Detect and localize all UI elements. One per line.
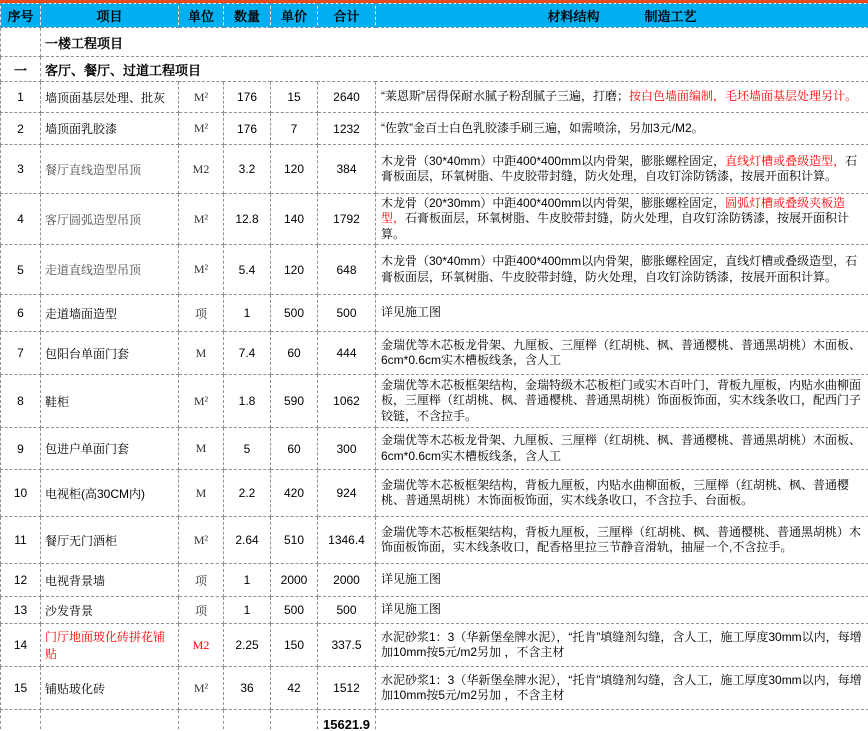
cell-no[interactable]: [1, 667, 41, 710]
item-name: 墙顶面基层处理、批灰: [45, 90, 166, 105]
cell-unit-price[interactable]: [271, 597, 318, 624]
cell-quantity[interactable]: [224, 375, 271, 428]
unit-price-value: 500: [283, 603, 305, 618]
cell-unit[interactable]: [179, 245, 224, 295]
row-number: 13: [13, 603, 28, 618]
description-text: 金瑞优等木芯板龙骨架、九厘板、三厘榉（红胡桃、枫、普通樱桃、普通黑胡桃）木面板、6cm*0.6cm实木槽板线条，含人工: [381, 433, 862, 463]
quantity-value: 5: [243, 441, 251, 456]
description-text-cont: 石膏板面层，环氧树脂、牛皮胶带封缝，防火处理，自攻钉涂防锈漆，按展开面积计算。: [381, 153, 858, 183]
cell-description[interactable]: [376, 194, 868, 245]
cell-description[interactable]: [376, 624, 868, 667]
total-value: 2000: [333, 573, 360, 588]
item-name: 沙发背景: [45, 603, 94, 618]
unit-price-value: 15: [287, 90, 301, 104]
row-number: 1: [17, 90, 24, 104]
unit-price-value: 420: [283, 486, 305, 501]
item-name: 鞋柜: [45, 394, 70, 409]
cell-unit-price[interactable]: [271, 145, 318, 194]
cell-unit[interactable]: [179, 295, 224, 332]
quantity-value: 1: [243, 306, 251, 321]
cell-description[interactable]: [376, 597, 868, 624]
section-number: 一: [13, 62, 27, 78]
cell-unit[interactable]: [179, 194, 224, 245]
section-row: [1, 28, 868, 57]
unit-price-value: 120: [283, 162, 305, 176]
cell-unit[interactable]: [179, 82, 224, 113]
cell-total[interactable]: [318, 517, 376, 564]
cell-unit[interactable]: [179, 667, 224, 710]
cell-unit[interactable]: [179, 113, 224, 145]
quantity-value: 2.2: [238, 486, 256, 501]
table-row: [1, 82, 868, 113]
table-row: [1, 428, 868, 470]
col-header-qty[interactable]: 数量: [224, 4, 271, 28]
item-name: 门厅地面玻化砖拼花铺贴: [45, 630, 166, 662]
table-row: [1, 145, 868, 194]
cell-description[interactable]: [376, 470, 868, 517]
total-value: 924: [336, 486, 357, 501]
item-name: 走道墙面造型: [45, 306, 118, 321]
unit-value: M²: [193, 211, 209, 226]
unit-value: 项: [194, 573, 207, 588]
description-text: 水泥砂浆1：3（华新堡垒牌水泥），“托肯”填缝剂勾缝，含人工，施工厚度30mm以内，每增加10mm按5元/m2另加 ，不含主材: [381, 672, 862, 703]
total-value: 444: [336, 346, 357, 361]
cell-no[interactable]: [1, 113, 41, 145]
process-label: 制造工艺: [644, 9, 697, 24]
cell-description[interactable]: [376, 295, 868, 332]
total-value: 1346.4: [328, 533, 365, 548]
cell-item-name[interactable]: [41, 145, 179, 194]
cell-unit-price[interactable]: [271, 194, 318, 245]
row-number: 3: [17, 162, 24, 176]
description-text: 金瑞优等木芯板龙骨架、九厘板、三厘榉（红胡桃、枫、普通樱桃、普通黑胡桃）木面板、6cm*0.6cm实木槽板线条，含人工: [381, 337, 862, 368]
cell-total[interactable]: [318, 245, 376, 295]
cell-item-name[interactable]: [41, 375, 179, 428]
cell-quantity[interactable]: [224, 624, 271, 667]
cell-no[interactable]: [1, 428, 41, 470]
row-number: 7: [17, 346, 24, 361]
description-text: 金瑞优等木芯板框架结构，背板九厘板，三厘榉（红胡桃、枫、普通樱桃、普通黑胡桃）木饰面板饰面，实木线条收口，配香格里拉三节静音滑轨，抽屉一个,不含拉手。: [381, 524, 862, 555]
cell-unit[interactable]: [179, 597, 224, 624]
col-header-no[interactable]: 序号: [1, 4, 41, 28]
quantity-value: 7.4: [238, 346, 256, 361]
cell-section-no[interactable]: [1, 28, 41, 57]
cell-total[interactable]: [318, 332, 376, 375]
cell-unit-price[interactable]: [271, 375, 318, 428]
total-value: 337.5: [331, 638, 362, 653]
cell-description[interactable]: [376, 375, 868, 428]
cell-total[interactable]: [318, 564, 376, 597]
cell-unit-price[interactable]: [271, 564, 318, 597]
cell-description[interactable]: [376, 113, 868, 145]
cell-item-name[interactable]: [41, 667, 179, 710]
cell-no[interactable]: [1, 145, 41, 194]
row-number: 11: [14, 533, 27, 548]
col-header-material-process[interactable]: [376, 4, 868, 28]
table-row: [1, 624, 868, 667]
description-text-cont: 石膏板面层，环氧树脂、牛皮胶带封缝，防火处理，自攻钉涂防锈漆，按展开面积计算。: [381, 211, 850, 241]
cell-total[interactable]: [318, 295, 376, 332]
quantity-value: 3.2: [238, 162, 256, 176]
col-header-item[interactable]: 项目: [41, 4, 179, 28]
quantity-value: 2.25: [235, 638, 259, 653]
cell-unit[interactable]: [179, 332, 224, 375]
description-text: 详见施工图: [381, 572, 442, 587]
row-number: 14: [13, 638, 28, 653]
cell-item-name[interactable]: [41, 194, 179, 245]
quantity-value: 176: [236, 90, 258, 104]
item-name: 包进户单面门套: [45, 442, 130, 457]
row-number: 6: [17, 306, 24, 321]
cell-total[interactable]: [318, 113, 376, 145]
row-number: 2: [17, 121, 24, 136]
description-highlight: 直线灯槽或叠级造型，: [725, 153, 846, 168]
total-value: 648: [336, 262, 357, 277]
unit-value: M: [195, 441, 207, 456]
item-name: 走道直线造型吊顶: [45, 263, 142, 278]
cell-unit-price[interactable]: [271, 245, 318, 295]
col-header-total[interactable]: 合计: [318, 4, 376, 28]
cell-quantity[interactable]: [224, 517, 271, 564]
item-name: 包阳台单面门套: [45, 346, 130, 361]
cell-unit-price[interactable]: [271, 710, 318, 731]
col-header-unit[interactable]: 单位: [179, 4, 224, 28]
cell-unit-price[interactable]: [271, 332, 318, 375]
cell-description[interactable]: [376, 564, 868, 597]
cell-total[interactable]: [318, 624, 376, 667]
quantity-value: 12.8: [235, 212, 259, 227]
cell-item-name[interactable]: [41, 295, 179, 332]
table-row: [1, 517, 868, 564]
cell-total[interactable]: [318, 194, 376, 245]
cell-section-title[interactable]: [41, 57, 868, 82]
cell-no[interactable]: [1, 564, 41, 597]
cell-total[interactable]: [318, 597, 376, 624]
quantity-value: 176: [236, 121, 258, 136]
cell-grand-total[interactable]: 15621.9: [318, 710, 376, 731]
description-highlight: 按白色墙面编制，毛坯墙面基层处理另计。: [629, 89, 858, 104]
cell-unit[interactable]: [179, 564, 224, 597]
cell-no[interactable]: [1, 194, 41, 245]
cell-no[interactable]: [1, 624, 41, 667]
cell-description[interactable]: [376, 245, 868, 295]
description-text: 木龙骨（30*40mm）中距400*400mm以内骨架，膨胀螺栓固定，: [381, 153, 726, 168]
cell-description[interactable]: [376, 428, 868, 470]
cell-unit[interactable]: [179, 517, 224, 564]
cell-unit-price[interactable]: [271, 428, 318, 470]
cell-quantity[interactable]: [224, 597, 271, 624]
section-title: 一楼工程项目: [45, 35, 124, 51]
material-structure-label: 材料结构: [547, 9, 600, 24]
item-name: 餐厅无门酒柜: [45, 533, 118, 548]
total-value: 300: [336, 441, 357, 456]
table-row: [1, 332, 868, 375]
cell-quantity[interactable]: [224, 428, 271, 470]
row-number: 4: [17, 212, 24, 227]
unit-price-value: 7: [290, 121, 298, 136]
cell-quantity[interactable]: [224, 710, 271, 731]
cell-total[interactable]: [318, 145, 376, 194]
unit-value: M²: [193, 680, 209, 695]
cell-unit-price[interactable]: [271, 667, 318, 710]
cell-quantity[interactable]: [224, 113, 271, 145]
cell-quantity[interactable]: [224, 295, 271, 332]
description-text: 金瑞优等木芯板框架结构，背板九厘板，内贴水曲柳面板，三厘榉（红胡桃、枫、普通樱桃、普通黑胡桃）木饰面板饰面，实木线条收口，不含拉手、台面板。: [381, 477, 850, 508]
cell-quantity[interactable]: [224, 667, 271, 710]
cell-item-name[interactable]: [41, 470, 179, 517]
total-value: 384: [336, 162, 357, 176]
unit-price-value: 140: [283, 212, 305, 227]
description-text: “莱恩斯”居得保耐水腻子粉刮腻子三遍，打磨；: [381, 89, 629, 104]
cell-item-name[interactable]: [41, 624, 179, 667]
cell-quantity[interactable]: [224, 194, 271, 245]
unit-price-value: 510: [283, 533, 305, 548]
item-name: 餐厅直线造型吊顶: [45, 162, 142, 177]
cell-no[interactable]: [1, 517, 41, 564]
section-row: [1, 57, 868, 82]
description-text: 水泥砂浆1：3（华新堡垒牌水泥），“托肯”填缝剂勾缝，含人工，施工厚度30mm以内，每增加10mm按5元/m2另加 ，不含主材: [381, 629, 862, 660]
cell-unit-price[interactable]: [271, 517, 318, 564]
unit-price-value: 150: [283, 638, 305, 653]
quantity-value: 1: [243, 573, 251, 588]
total-value: 2640: [333, 90, 360, 104]
unit-value: M²: [193, 121, 209, 135]
unit-price-value: 60: [287, 346, 301, 361]
total-value: 1062: [333, 394, 360, 409]
cell-item-name[interactable]: [41, 82, 179, 113]
row-number: 10: [13, 486, 28, 501]
description-text: 详见施工图: [381, 305, 442, 320]
cell-section-title[interactable]: [41, 28, 868, 57]
table-row: [1, 564, 868, 597]
quotation-table: [0, 3, 868, 731]
total-value: 1792: [333, 212, 360, 227]
cell-section-no[interactable]: [1, 57, 41, 82]
quantity-value: 1: [243, 603, 251, 618]
cell-quantity[interactable]: [224, 82, 271, 113]
cell-description[interactable]: [376, 145, 868, 194]
cell-description[interactable]: [376, 710, 868, 731]
quantity-value: 36: [240, 681, 254, 696]
cell-description[interactable]: [376, 332, 868, 375]
cell-total[interactable]: [318, 428, 376, 470]
cell-no[interactable]: [1, 710, 41, 731]
table-row: [1, 667, 868, 710]
total-value: 500: [336, 603, 357, 618]
cell-total[interactable]: [318, 82, 376, 113]
col-header-price[interactable]: 单价: [271, 4, 318, 28]
section-title: 客厅、餐厅、过道工程项目: [45, 62, 202, 78]
unit-value: M: [195, 345, 207, 360]
row-number: 9: [17, 441, 24, 456]
total-row: [1, 710, 868, 731]
cell-unit-price[interactable]: [271, 470, 318, 517]
unit-value: 项: [194, 603, 207, 618]
cell-total[interactable]: [318, 470, 376, 517]
cell-item-name[interactable]: [41, 428, 179, 470]
item-name: 电视柜(高30CM内): [45, 486, 146, 501]
cell-unit-price[interactable]: [271, 624, 318, 667]
quantity-value: 2.64: [235, 533, 259, 548]
unit-value: M²: [193, 89, 209, 104]
cell-unit[interactable]: [179, 470, 224, 517]
table-row: [1, 245, 868, 295]
unit-price-value: 60: [287, 441, 301, 456]
cell-description[interactable]: [376, 667, 868, 710]
cell-no[interactable]: [1, 470, 41, 517]
row-number: 15: [13, 681, 28, 696]
cell-total[interactable]: [318, 667, 376, 710]
unit-price-value: 120: [283, 262, 305, 277]
unit-value: M: [195, 485, 207, 500]
cell-quantity[interactable]: [224, 332, 271, 375]
unit-value: 项: [194, 306, 207, 321]
description-text: “佐敦”金百士白色乳胶漆手刷三遍，如需喷涂，另加3元/M2。: [381, 120, 704, 135]
cell-item-name[interactable]: [41, 597, 179, 624]
description-text: 详见施工图: [381, 602, 442, 617]
unit-value: M²: [193, 532, 209, 547]
unit-price-value: 2000: [280, 573, 308, 588]
table-row: [1, 470, 868, 517]
item-name: 电视背景墙: [45, 573, 106, 588]
unit-value: M2: [192, 637, 210, 652]
description-text: 木龙骨（20*30mm）中距400*400mm以内骨架，膨胀螺栓固定，: [381, 196, 726, 210]
cell-no[interactable]: [1, 295, 41, 332]
description-highlight: 圆弧灯槽或叠级夹板造型，: [381, 196, 846, 226]
cell-item-name[interactable]: [41, 245, 179, 295]
cell-item-name[interactable]: [41, 564, 179, 597]
cell-description[interactable]: [376, 82, 868, 113]
cell-unit[interactable]: [179, 624, 224, 667]
cell-quantity[interactable]: [224, 245, 271, 295]
cell-quantity[interactable]: [224, 470, 271, 517]
unit-price-value: 42: [287, 681, 301, 696]
cell-no[interactable]: [1, 375, 41, 428]
unit-value: M²: [193, 262, 209, 277]
item-name: 墙顶面乳胶漆: [45, 122, 118, 136]
cell-quantity[interactable]: [224, 145, 271, 194]
total-value: 1512: [333, 681, 360, 696]
unit-price-value: 590: [283, 394, 305, 409]
unit-value: M2: [192, 161, 210, 176]
cell-unit-price[interactable]: [271, 113, 318, 145]
cell-no[interactable]: [1, 245, 41, 295]
table-row: [1, 194, 868, 245]
cell-unit-price[interactable]: [271, 82, 318, 113]
cell-quantity[interactable]: [224, 564, 271, 597]
cell-no[interactable]: [1, 82, 41, 113]
description-text: 金瑞优等木芯板框架结构，金瑞特级木芯板柜门或实木百叶门，背板九厘板，内贴水曲柳面板，三厘榉（红胡桃、枫、普通樱桃、普通黑胡桃）饰面板饰面，实木线条收口，配西门子铰链，不含拉手。: [381, 378, 862, 423]
table-row: [1, 597, 868, 624]
row-number: 12: [13, 573, 28, 588]
cell-no[interactable]: [1, 597, 41, 624]
table-row: [1, 375, 868, 428]
table-row: [1, 295, 868, 332]
cell-item-name[interactable]: [41, 517, 179, 564]
unit-price-value: 500: [283, 306, 305, 321]
item-name: 铺贴玻化砖: [45, 681, 106, 696]
quantity-value: 5.4: [238, 262, 256, 277]
cell-item-name[interactable]: [41, 113, 179, 145]
cell-unit[interactable]: [179, 428, 224, 470]
table-row: [1, 113, 868, 145]
description-text: 木龙骨（30*40mm）中距400*400mm以内骨架，膨胀螺栓固定，直线灯槽或叠级造型，石膏板面层，环氧树脂、牛皮胶带封缝，防火处理，自攻钉涂防锈漆，按展开面积计算。: [381, 254, 858, 284]
cell-unit[interactable]: [179, 145, 224, 194]
cell-total[interactable]: [318, 375, 376, 428]
cell-item-name[interactable]: [41, 710, 179, 731]
cell-no[interactable]: [1, 332, 41, 375]
item-name: 客厅圆弧造型吊顶: [45, 212, 142, 227]
cell-unit[interactable]: [179, 710, 224, 731]
row-number: 5: [17, 262, 24, 277]
unit-value: M²: [193, 393, 209, 408]
cell-unit[interactable]: [179, 375, 224, 428]
total-value: 1232: [333, 121, 360, 136]
quantity-value: 1.8: [238, 394, 256, 409]
header-row: [1, 4, 868, 28]
cell-unit-price[interactable]: [271, 295, 318, 332]
cell-item-name[interactable]: [41, 332, 179, 375]
cell-description[interactable]: [376, 517, 868, 564]
total-value: 500: [336, 306, 357, 321]
row-number: 8: [17, 394, 24, 409]
